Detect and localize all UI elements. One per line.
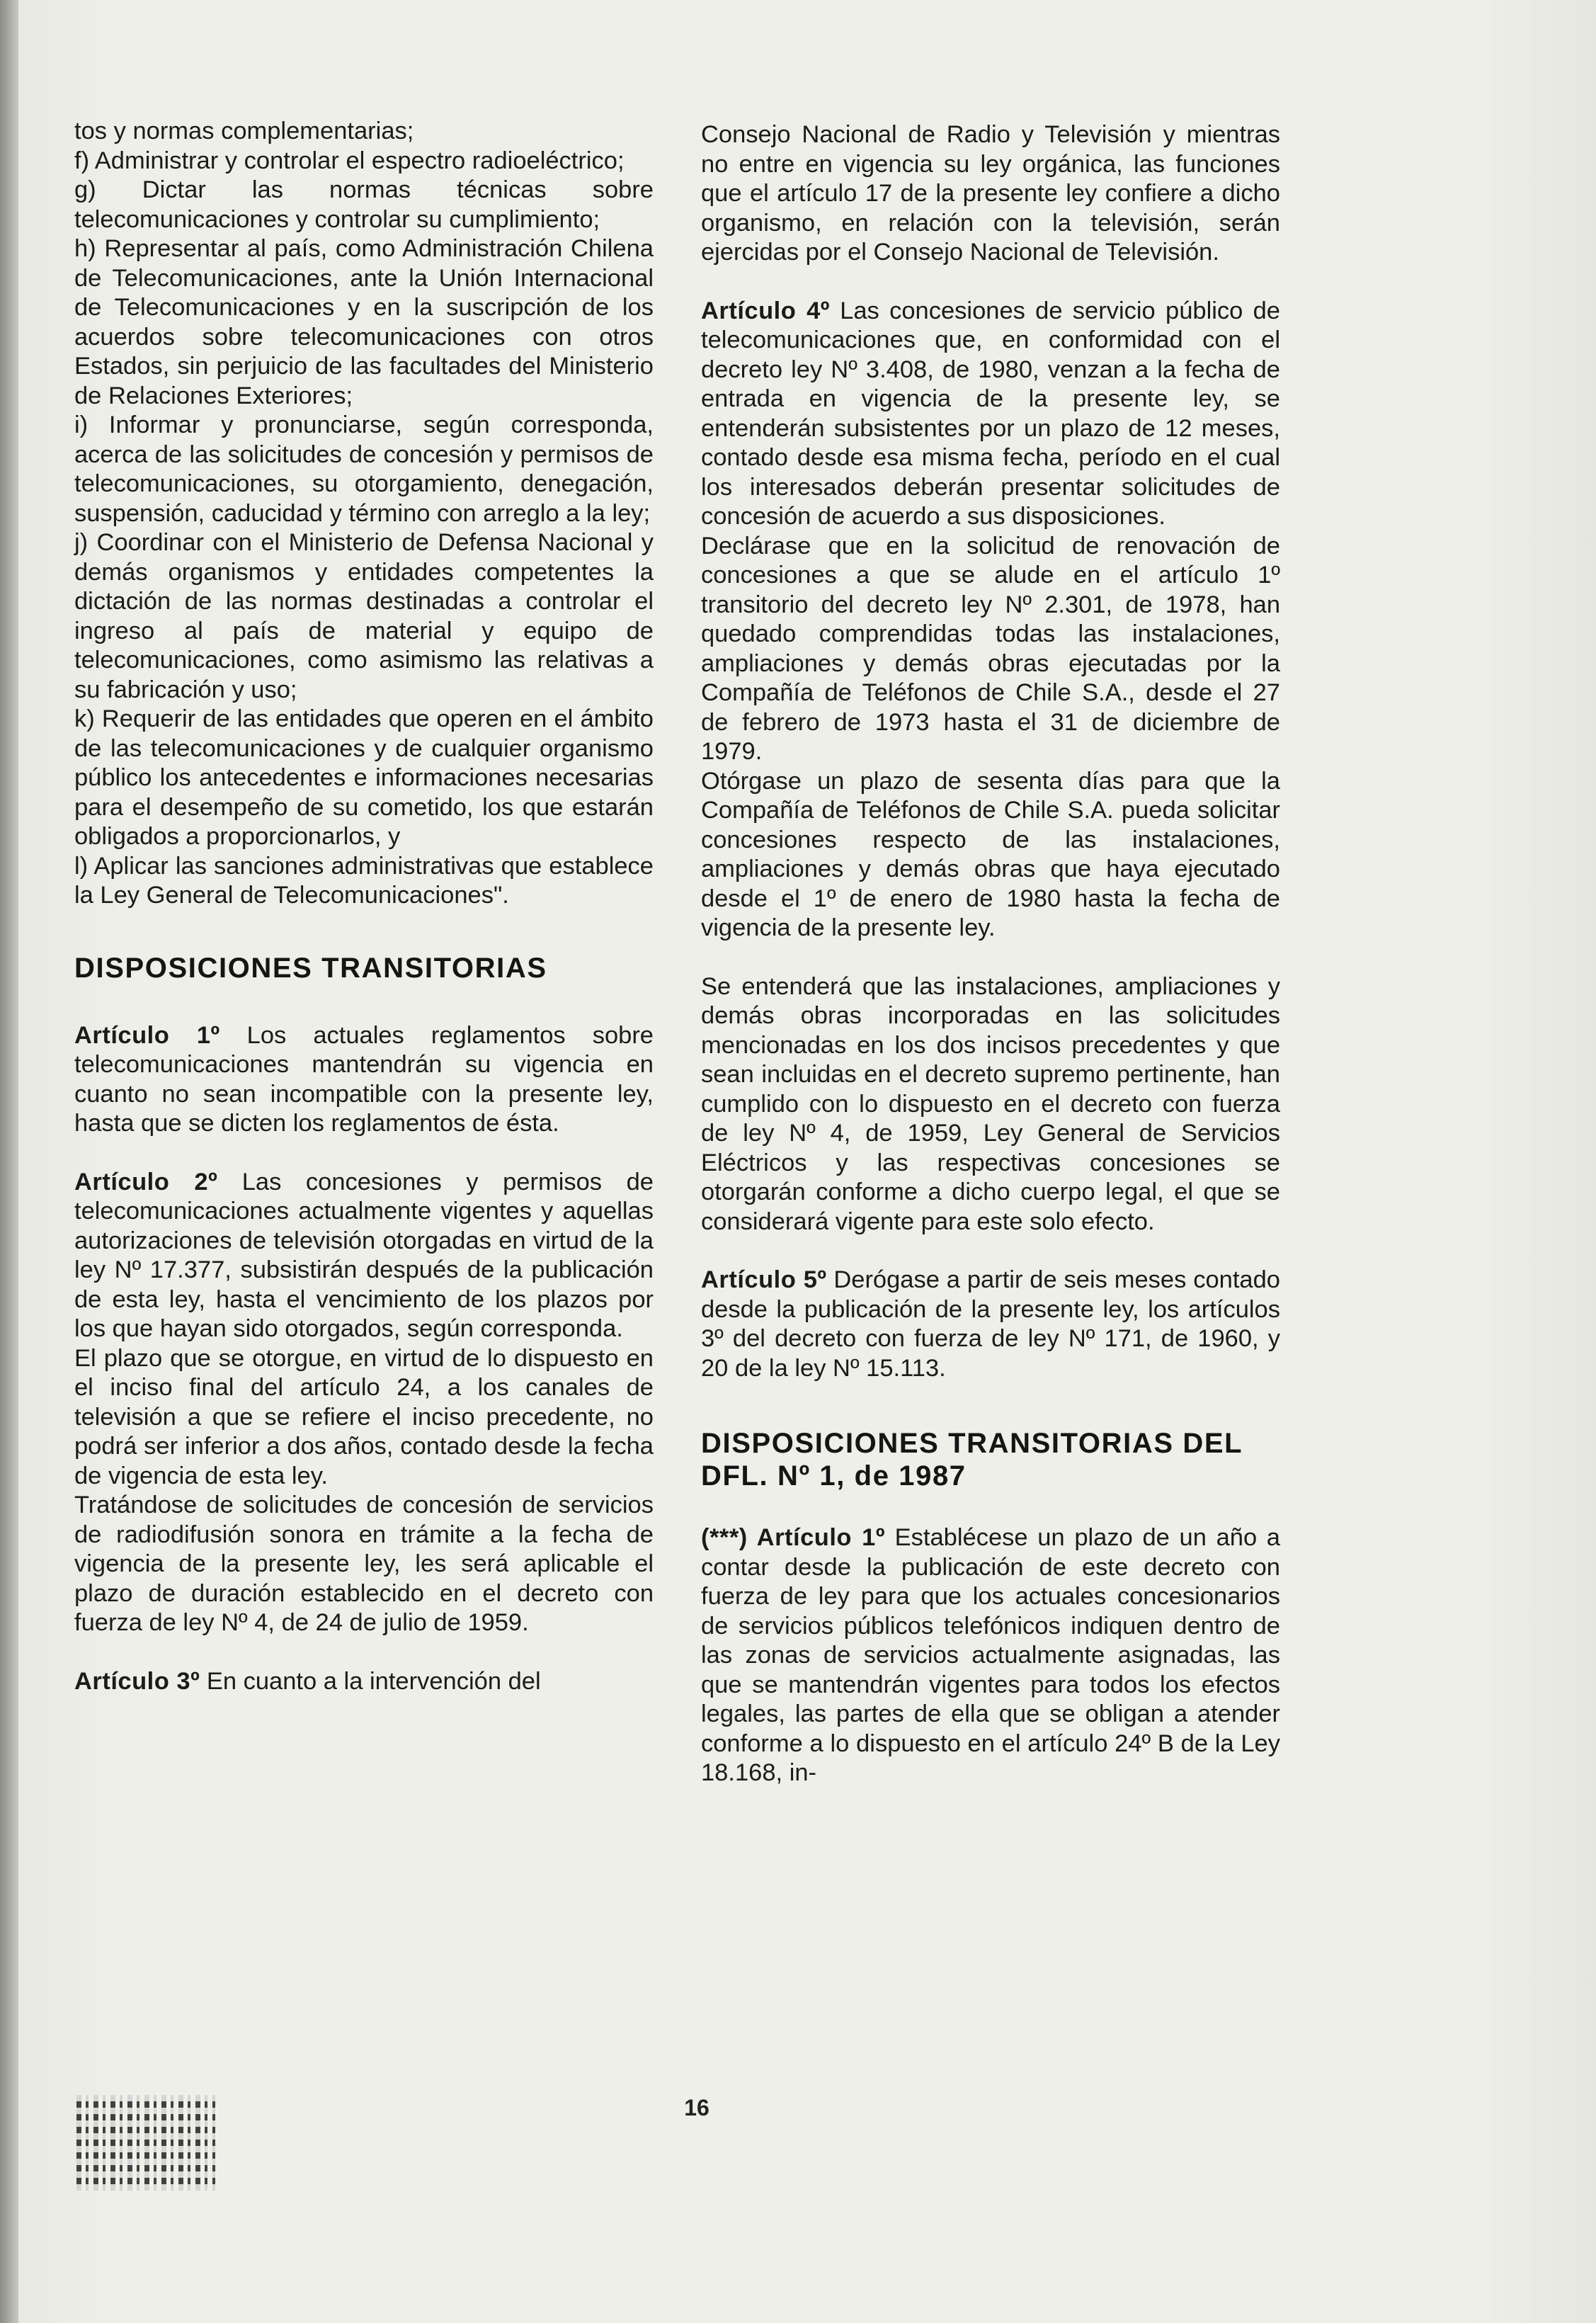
item-i: i) Informar y pronunciarse, según corresponda, acerca de las solicitudes de concesión y permisos de telecomunicaciones, su otorgamiento, denegación, suspensión, caducidad y término con arreglo a la ley; bbox=[74, 411, 654, 527]
item-k: k) Requerir de las entidades que operen en el ámbito de las telecomunicaciones y de cualquier organismo público los antecedentes e informaciones necesarias para el desempeño de su cometido, los que estarán obligados a proporcionarlos, y bbox=[74, 705, 654, 850]
right-column bbox=[701, 120, 1280, 1788]
article-2-paragraph: Tratándose de solicitudes de concesión de servicios de radiodifusión sonora en trámite a la fecha de vigencia de la presente ley, les será aplicable el plazo de duración establecido en el decreto con fuerza de ley Nº 4, de 24 de julio de 1959. bbox=[74, 1492, 654, 1636]
article-text: En cuanto a la intervención del bbox=[206, 1667, 541, 1695]
article-5 bbox=[701, 1266, 1280, 1383]
section-heading-transitorias: DISPOSICIONES TRANSITORIAS bbox=[74, 952, 547, 984]
article-text: Las concesiones de servicio público de telecomunicaciones que, en conformidad con el decreto ley Nº 3.408, de 1980, venzan a la fecha de entrada en vigencia de la presente ley, se entenderán subsistentes por un plazo de 12 meses, contado desde esa misma fecha, período en el cual los interesados deberán presentar solicitudes de concesión de acuerdo a sus disposiciones. bbox=[701, 297, 1280, 530]
page-number: 16 bbox=[684, 2095, 709, 2120]
item-h: h) Representar al país, como Administración Chilena de Telecomunicaciones, ante la Unión Internacional de Telecomunicaciones y en la suscripción de los acuerdos sobre telecomunicaciones con otros Estados, sin perjuicio de las facultades del Ministerio de Relaciones Exteriores; bbox=[74, 235, 654, 409]
stamp-texture bbox=[76, 2095, 215, 2191]
item-g: g) Dictar las normas técnicas sobre telecomunicaciones y controlar su cumplimiento; bbox=[74, 176, 654, 233]
article-text: Derógase a partir de seis meses contado desde la publicación de la presente ley, los artículos 3º del decreto con fuerza de ley Nº 171, de 1960, y 20 de la ley Nº 15.113. bbox=[701, 1266, 1280, 1382]
article-4 bbox=[701, 297, 1280, 532]
article-label: Artículo 1º bbox=[74, 1021, 220, 1049]
article-2-paragraph: El plazo que se otorgue, en virtud de lo dispuesto en el inciso final del artículo 24, a los canales de televisión a que se refiere el inciso precedente, no podrá ser inferior a dos años, contado desde la fecha de vigencia de esta ley. bbox=[74, 1344, 654, 1489]
article-label: (***) Artículo 1º bbox=[701, 1524, 885, 1551]
article-text: Las concesiones y permisos de telecomunicaciones actualmente vigentes y aquellas autorizaciones de televisión otorgadas en virtud de la ley Nº 17.377, subsistirán después de la publicación de esta ley, hasta el vencimiento de los plazos por los que hayan sido otorgados, según corresponda. bbox=[74, 1168, 654, 1342]
binding-gutter bbox=[0, 0, 18, 2323]
article-label: Artículo 2º bbox=[74, 1168, 218, 1195]
item-j: j) Coordinar con el Ministerio de Defensa Nacional y demás organismos y entidades competentes la dictación de las normas destinadas a controlar el ingreso al país de material y equipo de telecomunicaciones, como asimismo las relativas a su fabricación y uso; bbox=[74, 529, 654, 703]
article-label: Artículo 5º bbox=[701, 1266, 827, 1293]
article-4-paragraph: Declárase que en la solicitud de renovación de concesiones a que se alude en el artículo 1º transitorio del decreto ley Nº 2.301, de 1978, han quedado comprendidas todas las instalaciones, ampliaciones y demás obras ejecutadas por la Compañía de Teléfonos de Chile S.A., desde el 27 de febrero de 1973 hasta el 31 de diciembre de 1979. bbox=[701, 532, 1280, 765]
left-column bbox=[74, 117, 654, 1696]
article-label: Artículo 4º bbox=[701, 297, 830, 324]
article-1 bbox=[74, 1021, 654, 1139]
article-3 bbox=[74, 1667, 654, 1697]
dfl-article-1 bbox=[701, 1523, 1280, 1788]
article-4-paragraph: Se entenderá que las instalaciones, ampliaciones y demás obras incorporadas en las solicitudes mencionadas en los dos incisos precedentes y que sean incluidas en el decreto supremo pertinente, han cumplido con lo dispuesto en el decreto con fuerza de ley Nº 4, de 1959, Ley General de Servicios Eléctricos y las respectivas concesiones se otorgarán conforme a dicho cuerpo legal, el que se considerará vigente para este solo efecto. bbox=[701, 972, 1280, 1235]
article-text: Establécese un plazo de un año a contar desde la publicación de este decreto con fuerza de ley para que los actuales concesionarios de servicios públicos telefónicos indiquen dentro de las zonas de servicios actualmente asignadas, las que se mantendrán vigentes para todos los efectos legales, las partes de ella que se obligan a atender conforme a lo dispuesto en el artículo 24º B de la Ley 18.168, in- bbox=[701, 1524, 1280, 1786]
article-4-paragraph: Otórgase un plazo de sesenta días para que la Compañía de Teléfonos de Chile S.A. pueda solicitar concesiones respecto de las instalaciones, ampliaciones y demás obras que haya ejecutado desde el 1º de enero de 1980 hasta la fecha de vigencia de la presente ley. bbox=[701, 767, 1280, 941]
section-heading-dfl: DISPOSICIONES TRANSITORIAS DEL DFL. Nº 1, de 1987 bbox=[701, 1428, 1243, 1492]
article-2 bbox=[74, 1168, 654, 1344]
item-f: f) Administrar y controlar el espectro radioeléctrico; bbox=[74, 147, 625, 174]
continuation-paragraph: Consejo Nacional de Radio y Televisión y mientras no entre en vigencia su ley orgánica, las funciones que el artículo 17 de la presente ley confiere a dicho organismo, en relación con la televisión, serán ejercidas por el Consejo Nacional de Televisión. bbox=[701, 121, 1280, 266]
text-line: tos y normas complementarias; bbox=[74, 118, 414, 144]
item-l: l) Aplicar las sanciones administrativas que establece la Ley General de Telecomunicaciones". bbox=[74, 852, 654, 909]
article-label: Artículo 3º bbox=[74, 1667, 200, 1695]
article-text: Los actuales reglamentos sobre telecomunicaciones mantendrán su vigencia en cuanto no sean incompatible con la presente ley, hasta que se dicten los reglamentos de ésta. bbox=[74, 1021, 654, 1137]
